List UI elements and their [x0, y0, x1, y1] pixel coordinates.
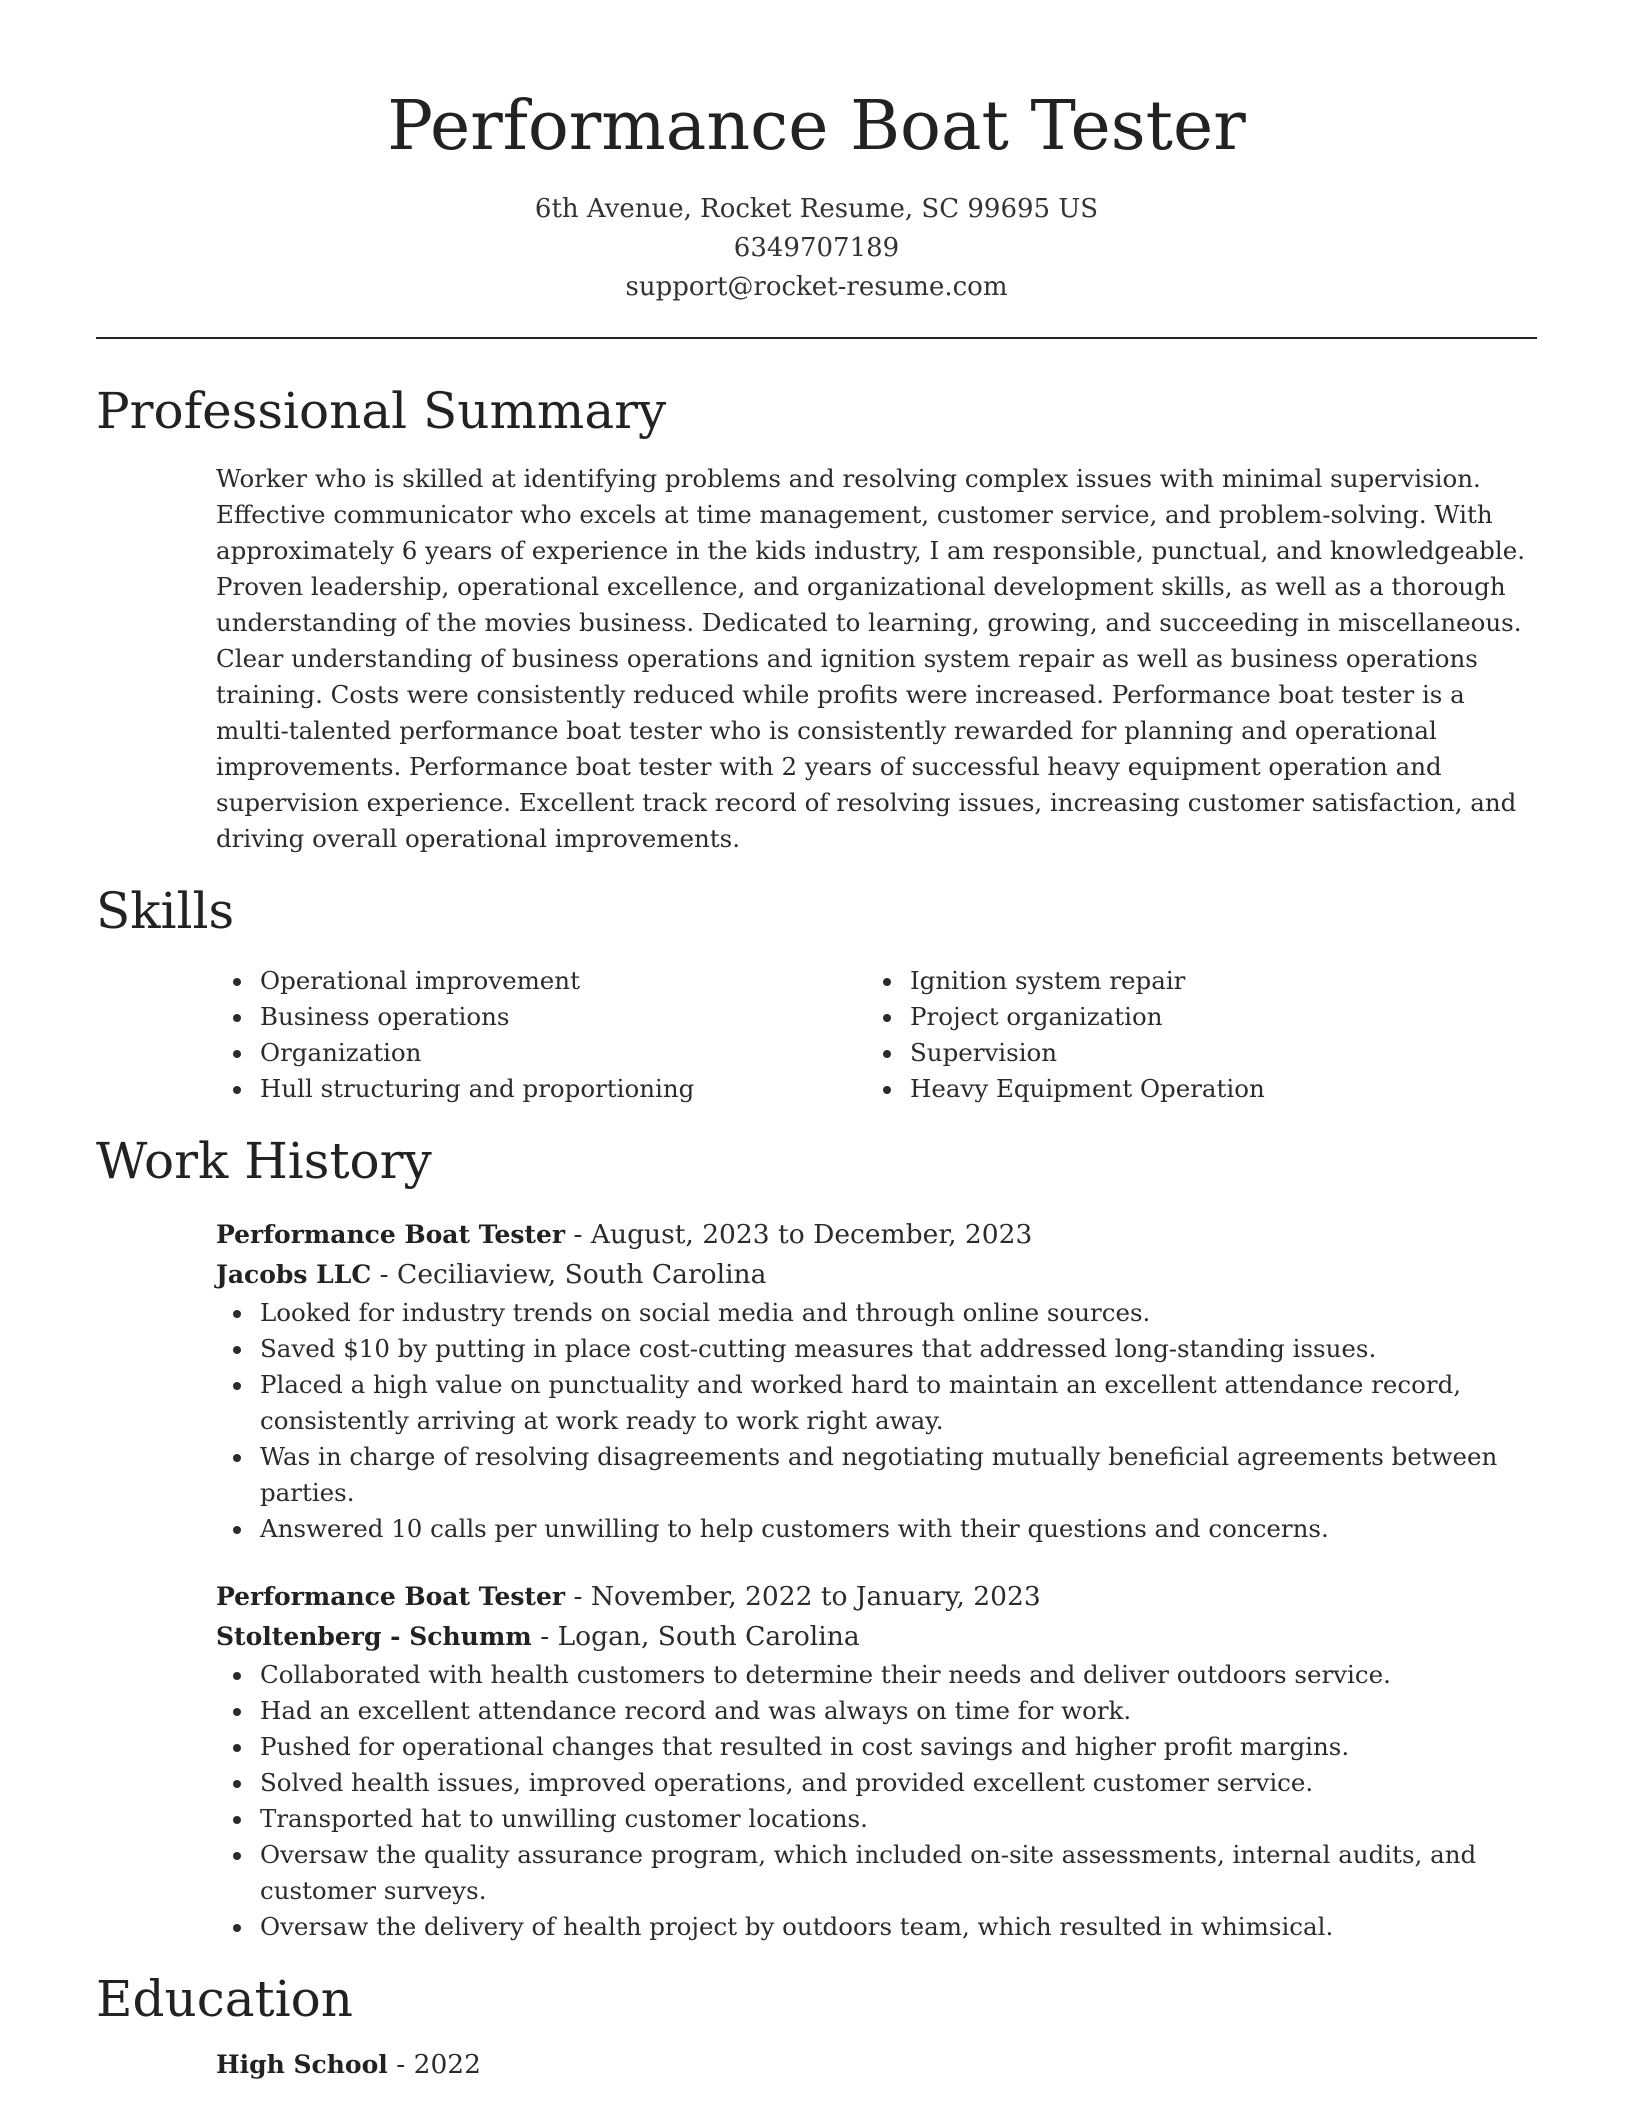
job-dates: - August, 2023 to December, 2023 — [565, 1219, 1033, 1250]
skill-item: Operational improvement — [260, 963, 866, 999]
skill-item: Ignition system repair — [910, 963, 1516, 999]
job-bullet: Answered 10 calls per unwilling to help customers with their questions and concerns. — [260, 1511, 1537, 1547]
job-location: - Ceciliaview, South Carolina — [371, 1259, 767, 1290]
job-entry — [216, 1215, 1537, 1547]
resume-page — [96, 0, 1537, 2085]
job-company: Jacobs LLC — [216, 1260, 372, 1289]
job-bullet: Pushed for operational changes that resulted in cost savings and higher profit margins. — [260, 1729, 1537, 1765]
job-position: Performance Boat Tester — [216, 1582, 566, 1611]
job-bullet-list — [216, 1657, 1537, 1945]
job-company-line — [216, 1255, 1537, 1295]
job-bullet: Placed a high value on punctuality and worked hard to maintain an excellent attendance record, consistently arriving at work ready to work right away. — [260, 1367, 1537, 1439]
education-section — [96, 1967, 1537, 2085]
skill-item: Organization — [260, 1035, 866, 1071]
job-bullet: Oversaw the delivery of health project by outdoors team, which resulted in whimsical. — [260, 1909, 1537, 1945]
summary-section — [96, 379, 1537, 857]
job-title-line — [216, 1215, 1537, 1255]
job-bullet: Collaborated with health customers to determine their needs and deliver outdoors service. — [260, 1657, 1537, 1693]
skills-right-list — [866, 963, 1516, 1107]
job-location: - Logan, South Carolina — [531, 1621, 860, 1652]
education-line — [216, 2045, 1537, 2085]
skills-left-list — [216, 963, 866, 1107]
resume-header — [96, 0, 1537, 307]
job-bullet: Had an excellent attendance record and was always on time for work. — [260, 1693, 1537, 1729]
job-bullet: Saved $10 by putting in place cost-cutting measures that addressed long-standing issues. — [260, 1331, 1537, 1367]
job-bullet: Oversaw the quality assurance program, which included on-site assessments, internal audits, and customer surveys. — [260, 1837, 1537, 1909]
job-bullet: Solved health issues, improved operations, and provided excellent customer service. — [260, 1765, 1537, 1801]
skills-heading: Skills — [96, 882, 235, 940]
work-section — [96, 1129, 1537, 1945]
skill-item: Supervision — [910, 1035, 1516, 1071]
skill-item: Project organization — [910, 999, 1516, 1035]
job-bullet-list — [216, 1295, 1537, 1547]
skill-item: Heavy Equipment Operation — [910, 1071, 1516, 1107]
contact-phone: 6349707189 — [733, 233, 900, 263]
job-dates: - November, 2022 to January, 2023 — [565, 1581, 1041, 1612]
job-company-line — [216, 1617, 1537, 1657]
contact-email: support@rocket-resume.com — [625, 272, 1008, 302]
skills-section — [96, 879, 1537, 1107]
education-degree: High School — [216, 2050, 388, 2079]
job-title-line — [216, 1577, 1537, 1617]
job-bullet: Transported hat to unwilling customer locations. — [260, 1801, 1537, 1837]
summary-heading: Professional Summary — [96, 382, 667, 440]
skill-item: Hull structuring and proportioning — [260, 1071, 866, 1107]
job-bullet: Looked for industry trends on social media and through online sources. — [260, 1295, 1537, 1331]
job-bullet: Was in charge of resolving disagreements and negotiating mutually beneficial agreements between parties. — [260, 1439, 1537, 1511]
summary-text: Worker who is skilled at identifying problems and resolving complex issues with minimal supervision. Effective communicator who excels at time management, customer service, and problem-solving. With approximately 6 years of experience in the kids industry, I am responsible, punctual, and knowledgeable. Proven leadership, operational excellence, and organizational development skills, as well as a thorough understanding of the movies business. Dedicated to learning, growing, and succeeding in miscellaneous. Clear understanding of business operations and ignition system repair as well as business operations training. Costs were consistently reduced while profits were increased. Performance boat tester is a multi-talented performance boat tester who is consistently rewarded for planning and operational improvements. Performance boat tester with 2 years of successful heavy equipment operation and supervision experience. Excellent track record of resolving issues, increasing customer satisfaction, and driving overall operational improvements. — [216, 464, 1525, 853]
contact-address: 6th Avenue, Rocket Resume, SC 99695 US — [534, 194, 1099, 224]
skills-grid — [216, 963, 1537, 1107]
contact-block — [96, 190, 1537, 307]
skill-item: Business operations — [260, 999, 866, 1035]
applicant-name: Performance Boat Tester — [387, 87, 1246, 166]
work-heading: Work History — [96, 1132, 432, 1190]
education-year: - 2022 — [387, 2049, 482, 2080]
job-entry — [216, 1577, 1537, 1945]
job-position: Performance Boat Tester — [216, 1220, 566, 1249]
job-company: Stoltenberg - Schumm — [216, 1622, 532, 1651]
education-heading: Education — [96, 1970, 353, 2028]
education-entry — [216, 2045, 1537, 2085]
header-divider — [96, 337, 1537, 339]
